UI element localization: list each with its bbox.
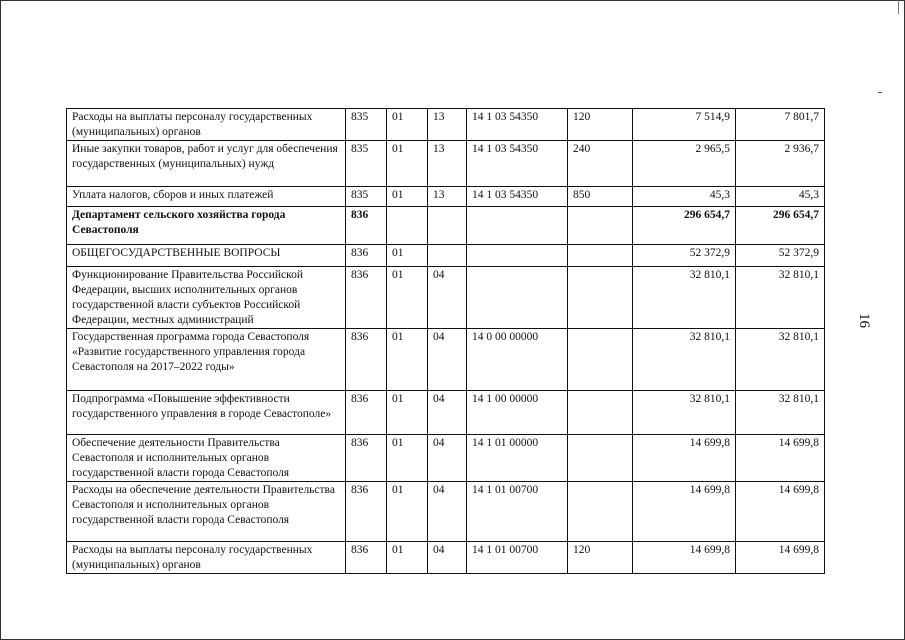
row-target-article: 14 1 01 00700	[467, 542, 568, 574]
row-amount-year-2: 32 810,1	[736, 329, 825, 391]
row-subsection	[428, 245, 467, 267]
row-section: 01	[387, 435, 428, 482]
row-amount-year-1: 2 965,5	[633, 141, 736, 187]
row-amount-year-1: 45,3	[633, 187, 736, 207]
row-name: Расходы на выплаты персоналу государственных (муниципальных) органов	[67, 542, 346, 574]
row-subsection: 04	[428, 482, 467, 542]
row-target-article: 14 0 00 00000	[467, 329, 568, 391]
row-target-article	[467, 267, 568, 329]
row-name: ОБЩЕГОСУДАРСТВЕННЫЕ ВОПРОСЫ	[67, 245, 346, 267]
row-amount-year-2: 2 936,7	[736, 141, 825, 187]
row-subsection: 04	[428, 542, 467, 574]
table-row	[67, 187, 825, 207]
row-expense-type: 120	[568, 109, 633, 141]
row-expense-type	[568, 245, 633, 267]
row-expense-type	[568, 482, 633, 542]
row-amount-year-1: 14 699,8	[633, 542, 736, 574]
row-section: 01	[387, 141, 428, 187]
row-department-code: 835	[346, 141, 387, 187]
row-expense-type	[568, 267, 633, 329]
table-row	[67, 267, 825, 329]
row-subsection: 13	[428, 109, 467, 141]
row-section: 01	[387, 482, 428, 542]
row-department-code: 835	[346, 187, 387, 207]
row-target-article: 14 1 01 00700	[467, 482, 568, 542]
row-expense-type: 120	[568, 542, 633, 574]
row-subsection: 04	[428, 267, 467, 329]
row-amount-year-1: 32 810,1	[633, 391, 736, 435]
row-department-code: 835	[346, 109, 387, 141]
table-row	[67, 245, 825, 267]
table-row	[67, 482, 825, 542]
row-section	[387, 207, 428, 245]
row-section: 01	[387, 187, 428, 207]
table-row	[67, 141, 825, 187]
row-department-code: 836	[346, 482, 387, 542]
row-amount-year-2: 32 810,1	[736, 391, 825, 435]
row-target-article	[467, 245, 568, 267]
row-target-article: 14 1 00 00000	[467, 391, 568, 435]
row-name: Уплата налогов, сборов и иных платежей	[67, 187, 346, 207]
row-amount-year-2: 52 372,9	[736, 245, 825, 267]
row-department-code: 836	[346, 245, 387, 267]
row-subsection: 04	[428, 329, 467, 391]
row-name: Государственная программа города Севастополя «Развитие государственного управления города Севастополя на 2017–2022 годы»	[67, 329, 346, 391]
row-department-code: 836	[346, 267, 387, 329]
row-name: Иные закупки товаров, работ и услуг для обеспечения государственных (муниципальных) нужд	[67, 141, 346, 187]
budget-table-body	[67, 109, 825, 574]
row-department-code: 836	[346, 207, 387, 245]
scan-speck	[878, 92, 882, 93]
row-department-code: 836	[346, 329, 387, 391]
row-expense-type	[568, 207, 633, 245]
row-target-article: 14 1 03 54350	[467, 187, 568, 207]
table-row	[67, 391, 825, 435]
row-target-article: 14 1 03 54350	[467, 141, 568, 187]
row-amount-year-2: 7 801,7	[736, 109, 825, 141]
row-amount-year-1: 32 810,1	[633, 267, 736, 329]
row-amount-year-1: 52 372,9	[633, 245, 736, 267]
row-department-code: 836	[346, 542, 387, 574]
row-name: Обеспечение деятельности Правительства Севастополя и исполнительных органов государственной власти города Севастополя	[67, 435, 346, 482]
row-amount-year-2: 45,3	[736, 187, 825, 207]
budget-table	[66, 108, 825, 574]
row-subsection: 04	[428, 435, 467, 482]
table-row	[67, 329, 825, 391]
row-amount-year-1: 32 810,1	[633, 329, 736, 391]
row-amount-year-2: 32 810,1	[736, 267, 825, 329]
row-name: Расходы на обеспечение деятельности Правительства Севастополя и исполнительных органов государственной власти города Севастополя	[67, 482, 346, 542]
row-department-code: 836	[346, 435, 387, 482]
row-section: 01	[387, 245, 428, 267]
row-name: Расходы на выплаты персоналу государственных (муниципальных) органов	[67, 109, 346, 141]
row-target-article	[467, 207, 568, 245]
table-row	[67, 109, 825, 141]
scan-edge-mark	[898, 0, 904, 14]
row-name: Функционирование Правительства Российской Федерации, высших исполнительных органов государственной власти субъектов Российской Федерации, местных администраций	[67, 267, 346, 329]
row-expense-type	[568, 435, 633, 482]
row-section: 01	[387, 329, 428, 391]
row-amount-year-1: 14 699,8	[633, 435, 736, 482]
row-name: Департамент сельского хозяйства города Севастополя	[67, 207, 346, 245]
row-amount-year-1: 14 699,8	[633, 482, 736, 542]
row-subsection: 13	[428, 187, 467, 207]
row-section: 01	[387, 542, 428, 574]
row-amount-year-2: 296 654,7	[736, 207, 825, 245]
row-subsection: 13	[428, 141, 467, 187]
row-section: 01	[387, 391, 428, 435]
row-expense-type	[568, 329, 633, 391]
row-target-article: 14 1 03 54350	[467, 109, 568, 141]
row-expense-type	[568, 391, 633, 435]
row-subsection	[428, 207, 467, 245]
row-amount-year-2: 14 699,8	[736, 542, 825, 574]
row-department-code: 836	[346, 391, 387, 435]
table-row	[67, 435, 825, 482]
row-target-article: 14 1 01 00000	[467, 435, 568, 482]
row-amount-year-1: 296 654,7	[633, 207, 736, 245]
row-expense-type: 850	[568, 187, 633, 207]
row-section: 01	[387, 267, 428, 329]
table-row	[67, 542, 825, 574]
row-expense-type: 240	[568, 141, 633, 187]
row-section: 01	[387, 109, 428, 141]
row-subsection: 04	[428, 391, 467, 435]
row-amount-year-2: 14 699,8	[736, 435, 825, 482]
page-number: 16	[856, 313, 872, 328]
row-amount-year-1: 7 514,9	[633, 109, 736, 141]
table-row	[67, 207, 825, 245]
row-amount-year-2: 14 699,8	[736, 482, 825, 542]
row-name: Подпрограмма «Повышение эффективности государственного управления в городе Севастополе»	[67, 391, 346, 435]
